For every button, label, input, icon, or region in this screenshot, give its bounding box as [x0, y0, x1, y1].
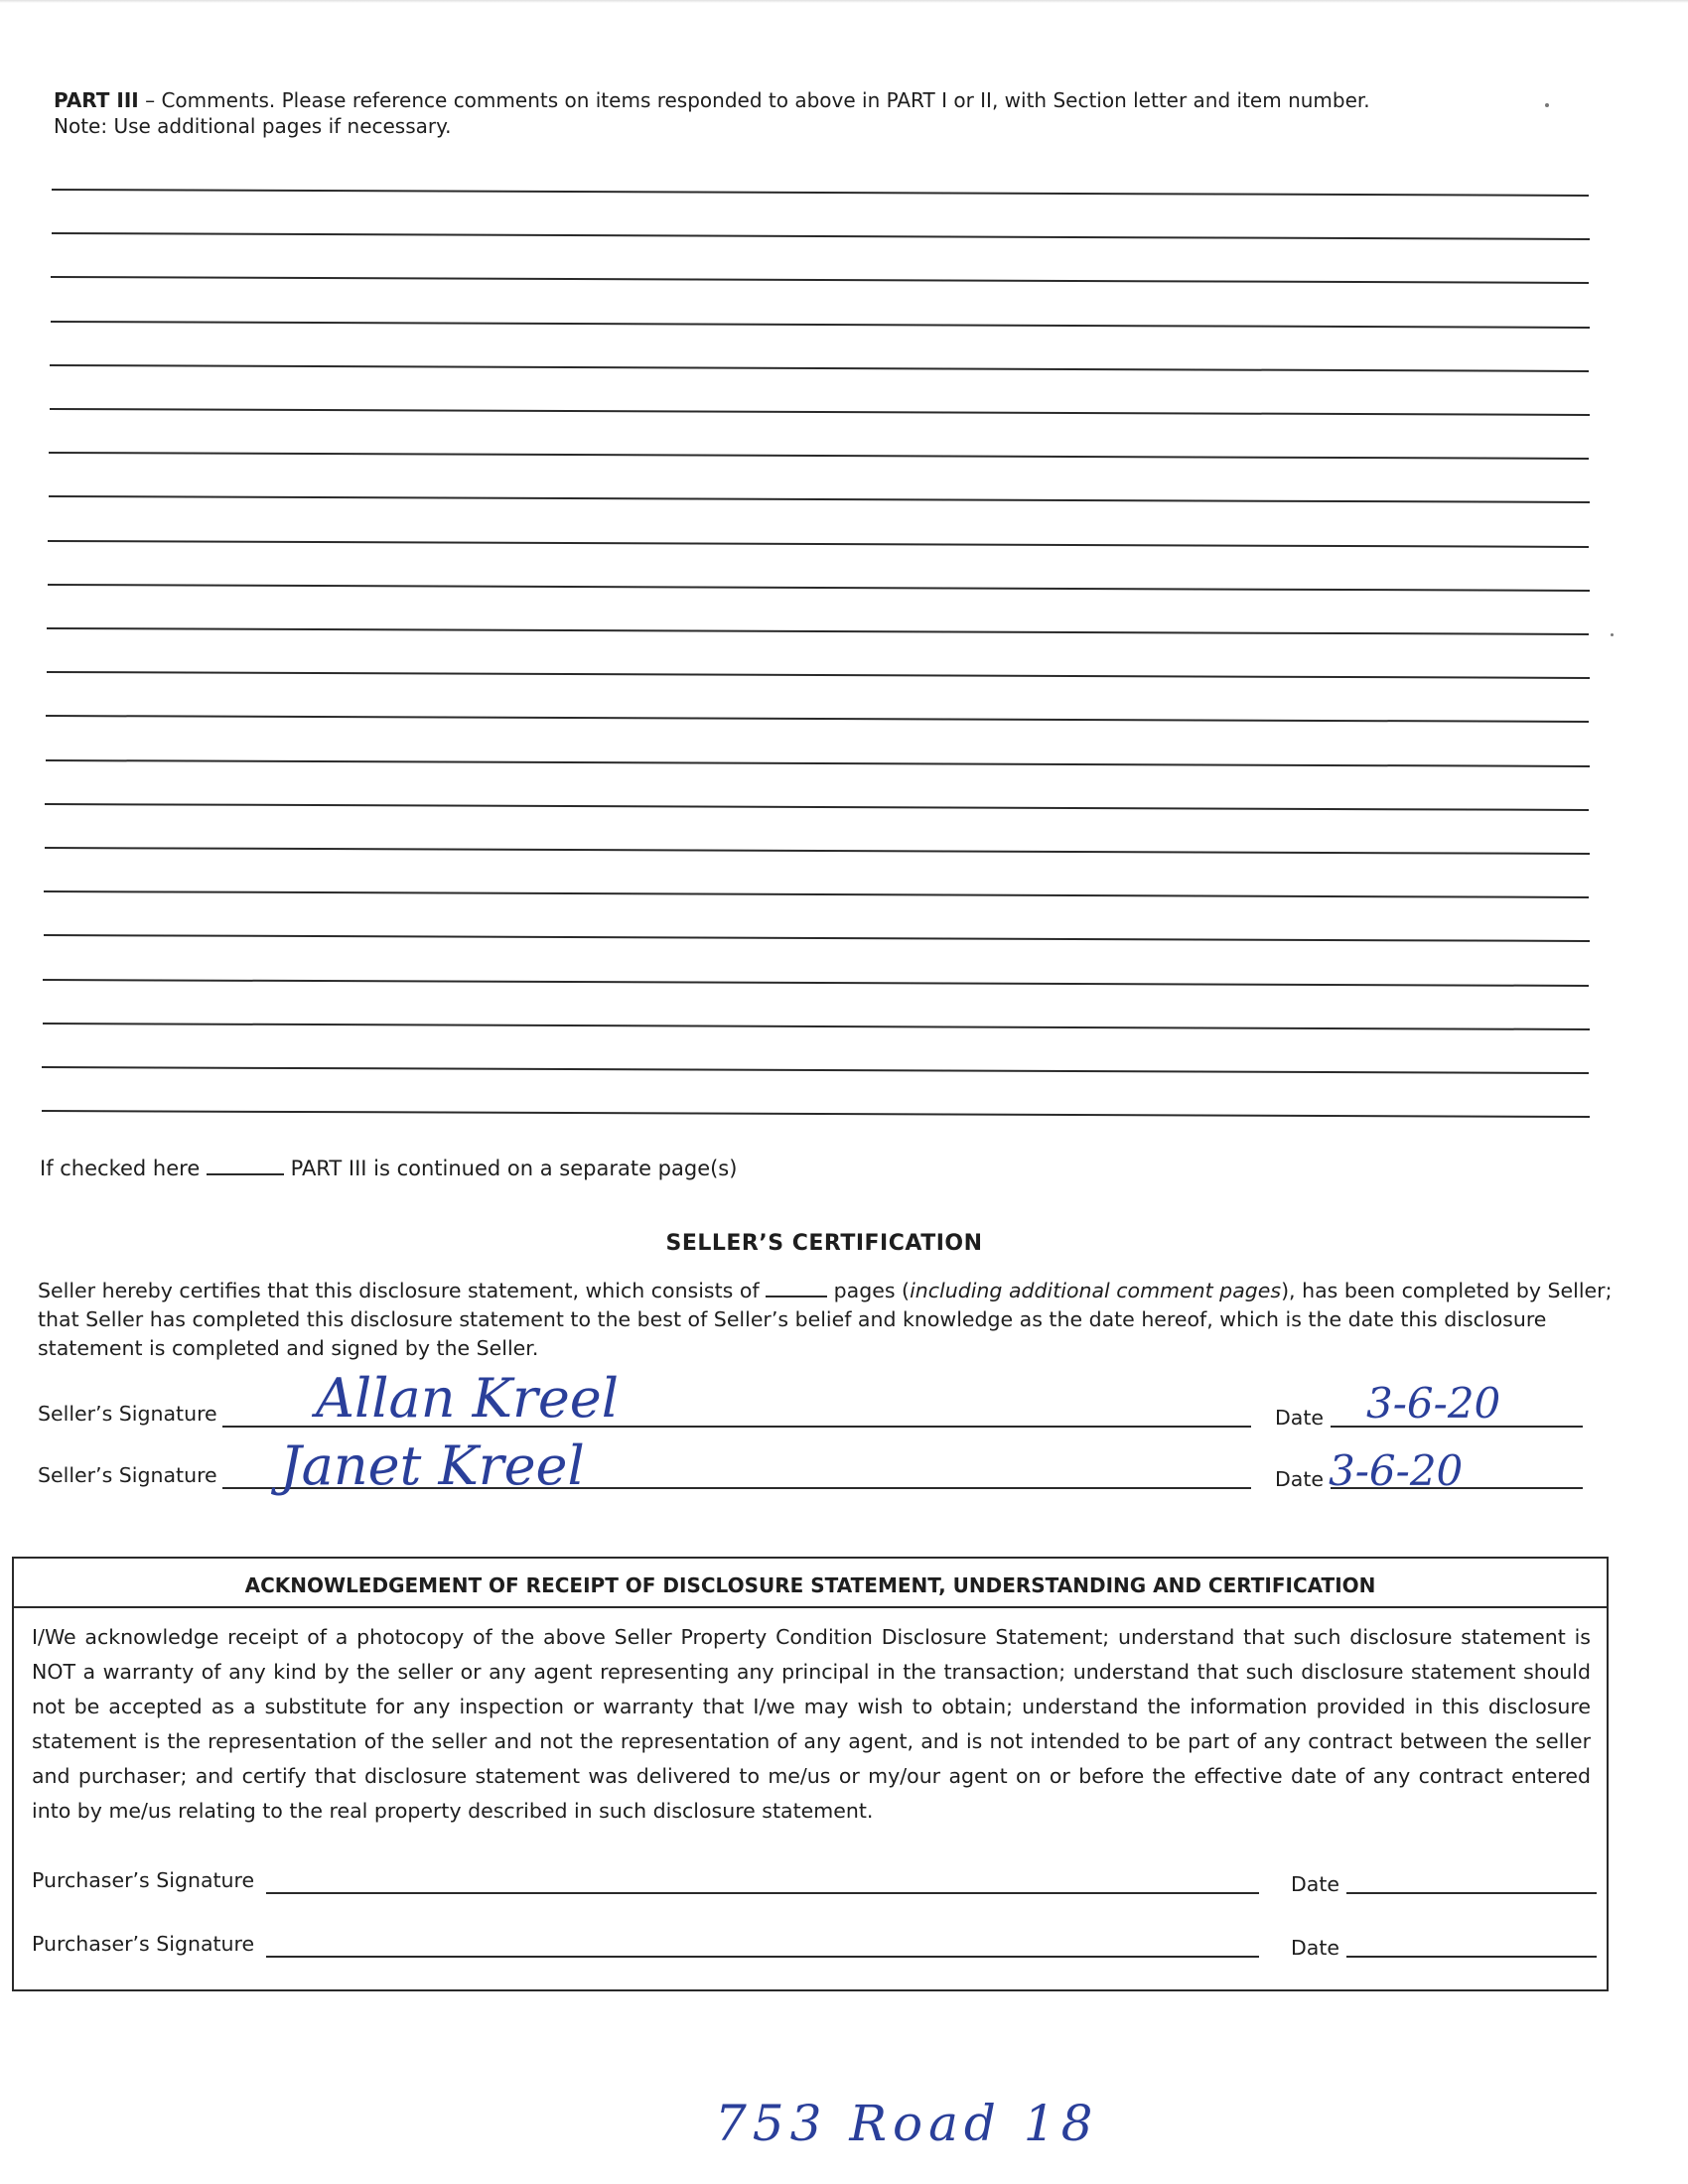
- seller-cert-body: [38, 1277, 1626, 1363]
- comment-line[interactable]: [44, 890, 1589, 898]
- comment-line[interactable]: [47, 627, 1589, 635]
- comment-line[interactable]: [45, 803, 1589, 811]
- comment-line[interactable]: [52, 189, 1589, 197]
- seller-cert-text-2: ), has been completed by Seller; that Seller has completed this disclosure statement to the best of Seller’s belief and knowledge as the date hereof, which is the date this disclosure statement is completed and signed by the Seller.: [38, 1279, 1613, 1360]
- purchaser-signature-label: Purchaser’s Signature: [32, 1868, 255, 1892]
- part3-heading: PART III: [54, 88, 139, 112]
- continued-prefix: If checked here: [40, 1157, 201, 1180]
- seller-signature-handwritten: Janet Kreel: [280, 1434, 585, 1497]
- comment-line[interactable]: [46, 715, 1589, 723]
- purchaser-date-label: Date: [1291, 1936, 1339, 1960]
- part3-intro-text: – Comments. Please reference comments on items responded to above in PART I or II, with Section letter and item number.: [138, 88, 1370, 112]
- purchaser-date-line[interactable]: [1346, 1892, 1597, 1894]
- continued-check-blank[interactable]: [207, 1156, 284, 1175]
- part3-note: Note: Use additional pages if necessary.: [54, 114, 452, 138]
- comment-line[interactable]: [47, 584, 1588, 592]
- purchaser-date-line[interactable]: [1346, 1956, 1597, 1958]
- seller-signature-row-1: [38, 1367, 1587, 1430]
- seller-cert-title: SELLER’S CERTIFICATION: [665, 1231, 983, 1256]
- continued-row: [40, 1156, 737, 1180]
- comment-line[interactable]: [45, 759, 1588, 767]
- acknowledgement-box: [12, 1557, 1609, 1991]
- purchaser-signature-row-1: [32, 1856, 1601, 1896]
- comment-line[interactable]: [48, 540, 1589, 548]
- purchaser-signature-row-2: [32, 1920, 1601, 1960]
- seller-date-handwritten: 3-6-20: [1366, 1379, 1501, 1428]
- seller-cert-text-1: Seller hereby certifies that this disclosure statement, which consists of: [38, 1279, 760, 1302]
- seller-signature-label: Seller’s Signature: [38, 1402, 217, 1426]
- purchaser-date-label: Date: [1291, 1872, 1339, 1896]
- comment-line[interactable]: [46, 671, 1588, 679]
- acknowledgement-title: ACKNOWLEDGEMENT OF RECEIPT OF DISCLOSURE STATEMENT, UNDERSTANDING AND CERTIFICATION: [14, 1559, 1607, 1608]
- seller-date-handwritten: 3-6-20: [1329, 1446, 1464, 1495]
- purchaser-signature-label: Purchaser’s Signature: [32, 1932, 255, 1956]
- seller-date-label: Date: [1275, 1467, 1324, 1491]
- handwritten-address: 753 Road 18: [715, 2095, 1099, 2152]
- comment-line[interactable]: [51, 232, 1588, 240]
- comment-line[interactable]: [43, 979, 1589, 987]
- seller-date-label: Date: [1275, 1406, 1324, 1430]
- comment-line[interactable]: [50, 364, 1589, 372]
- comment-line[interactable]: [42, 1066, 1589, 1074]
- comment-line[interactable]: [49, 408, 1588, 416]
- comment-line[interactable]: [50, 321, 1588, 329]
- seller-signature-row-2: [38, 1434, 1587, 1497]
- scan-speck: [1545, 103, 1549, 107]
- comment-lines: [40, 0, 1609, 1152]
- purchaser-signature-line[interactable]: [266, 1892, 1259, 1894]
- comment-line[interactable]: [44, 847, 1588, 855]
- continued-suffix: PART III is continued on a separate page(s): [290, 1157, 738, 1180]
- purchaser-signature-line[interactable]: [266, 1956, 1259, 1958]
- comment-line[interactable]: [49, 452, 1589, 460]
- comment-line[interactable]: [48, 495, 1588, 503]
- comment-line[interactable]: [51, 276, 1589, 284]
- comment-line[interactable]: [41, 1110, 1588, 1118]
- seller-cert-italic: including additional comment pages: [910, 1279, 1282, 1302]
- acknowledgement-body: I/We acknowledge receipt of a photocopy of the above Seller Property Condition Disclosure Statement; understand that such disclosure statement is NOT a warranty of any kind by the seller or any agent representing any principal in the transaction; understand that such disclosure statement should not be accepted as a substitute for any inspection or warranty that I/we may wish to obtain; understand the information provided in this disclosure statement is the representation of the seller and not the representation of any agent, and is not intended to be part of any contract between the seller and purchaser; and certify that disclosure statement was delivered to me/us or my/our agent on or before the effective date of any contract entered into by me/us relating to the real property described in such disclosure statement.: [32, 1625, 1591, 1823]
- seller-cert-text-pages: pages (: [827, 1279, 911, 1302]
- comment-line[interactable]: [43, 934, 1588, 942]
- seller-signature-handwritten: Allan Kreel: [316, 1367, 620, 1430]
- seller-signature-label: Seller’s Signature: [38, 1463, 217, 1487]
- pages-count-blank[interactable]: [766, 1278, 827, 1297]
- comment-line[interactable]: [42, 1023, 1588, 1030]
- scan-speck: [1611, 633, 1614, 636]
